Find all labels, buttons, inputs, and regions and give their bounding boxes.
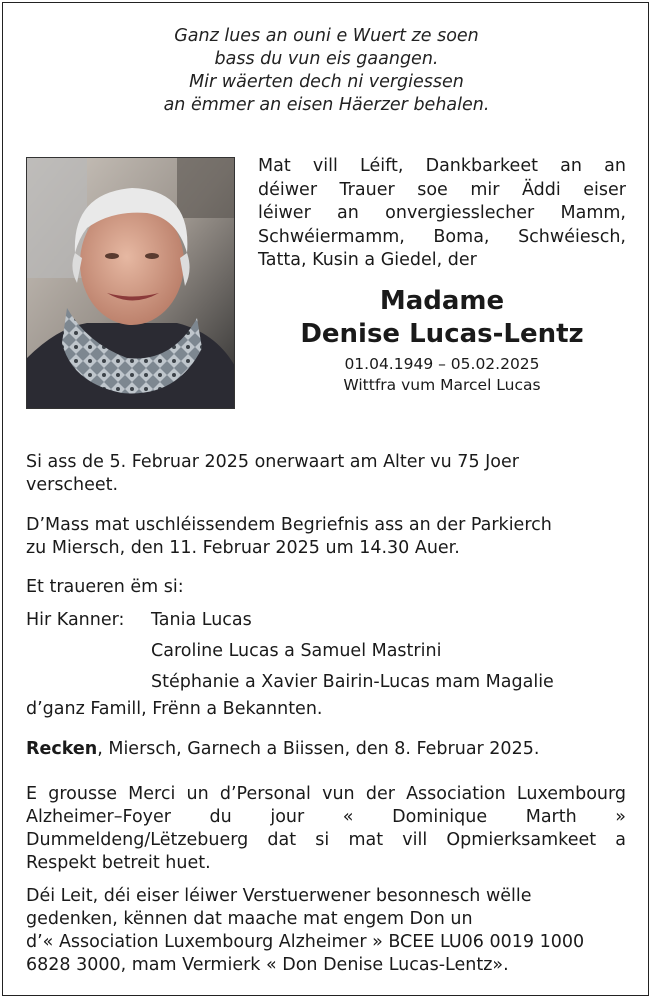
donation-notice	[26, 885, 626, 977]
honorific: Madame	[379, 286, 505, 316]
family-text: d’ganz Famill, Frënn a Bekannten.	[26, 699, 323, 719]
life-dates: 01.04.1949 – 05.02.2025	[344, 355, 540, 373]
mass-line: D’Mass mat uschléissendem Begriefnis ass an der Parkierch	[26, 515, 552, 535]
thanks-notice	[26, 783, 626, 875]
poem-line: Mir wäerten dech ni vergiessen	[189, 72, 464, 92]
poem	[0, 25, 653, 117]
death-line: Si ass de 5. Februar 2025 onerwaart am Alter vu 75 Joer	[26, 452, 519, 472]
place-date-line	[26, 738, 626, 761]
death-notice	[26, 451, 626, 497]
children-label: Hir Kanner:	[26, 610, 125, 630]
thanks-line: Alzheimer–Foyer du jour « Dominique Marth »	[26, 807, 626, 827]
thanks-line: Dummeldeng/Lëtzebuerg dat si mat vill Opmierksamkeet a	[26, 830, 626, 850]
thanks-line: E grousse Merci un d’Personal vun der Association Luxembourg	[26, 784, 626, 804]
widow-of: Wittfra vum Marcel Lucas	[343, 376, 541, 394]
mass-line: zu Miersch, den 11. Februar 2025 um 14.30 Auer.	[26, 538, 460, 558]
intro-line: Mat vill Léift, Dankbarkeet an an	[258, 156, 626, 176]
place-bold: Recken	[26, 739, 98, 759]
intro-line: Schwéiermamm, Boma, Schwéiesch,	[258, 226, 626, 247]
poem-line: Ganz lues an ouni e Wuert ze soen	[174, 26, 479, 46]
intro-line: déiwer Trauer soe mir Äddi eiser	[258, 179, 626, 200]
child-name: Caroline Lucas a Samuel Mastrini	[151, 641, 442, 661]
place-rest: , Miersch, Garnech a Biissen, den 8. Februar 2025.	[97, 739, 540, 759]
donation-line: Déi Leit, déi eiser léiwer Verstuerwener besonnesch wëlle	[26, 886, 532, 906]
mourners-intro	[26, 576, 626, 599]
intro-line: léiwer an onvergiesslecher Mamm,	[258, 203, 626, 223]
deceased-name	[258, 285, 626, 351]
mass-notice	[26, 514, 626, 560]
poem-line: bass du vun eis gaangen.	[214, 49, 439, 69]
portrait-image	[27, 158, 235, 409]
intro-line: Tatta, Kusin a Giedel, der	[258, 250, 477, 270]
dates-block	[258, 354, 626, 396]
family-line	[26, 698, 626, 721]
donation-line: gedenken, kënnen dat maache mat engem Don un	[26, 909, 473, 929]
intro-text	[258, 155, 626, 273]
mourners-intro-text: Et traueren ëm si:	[26, 577, 184, 597]
full-name: Denise Lucas-Lentz	[300, 319, 584, 349]
poem-line: an ëmmer an eisen Häerzer behalen.	[163, 95, 490, 115]
child-name: Tania Lucas	[151, 610, 252, 630]
death-line: verscheet.	[26, 475, 119, 495]
donation-line: d’« Association Luxembourg Alzheimer » BCEE LU06 0019 1000	[26, 932, 585, 952]
children-list	[26, 605, 554, 698]
child-name: Stéphanie a Xavier Bairin-Lucas mam Magalie	[151, 672, 554, 692]
portrait-photo	[26, 157, 235, 409]
donation-line: 6828 3000, mam Vermierk « Don Denise Lucas-Lentz».	[26, 955, 509, 975]
thanks-line: Respekt betreit huet.	[26, 853, 211, 873]
